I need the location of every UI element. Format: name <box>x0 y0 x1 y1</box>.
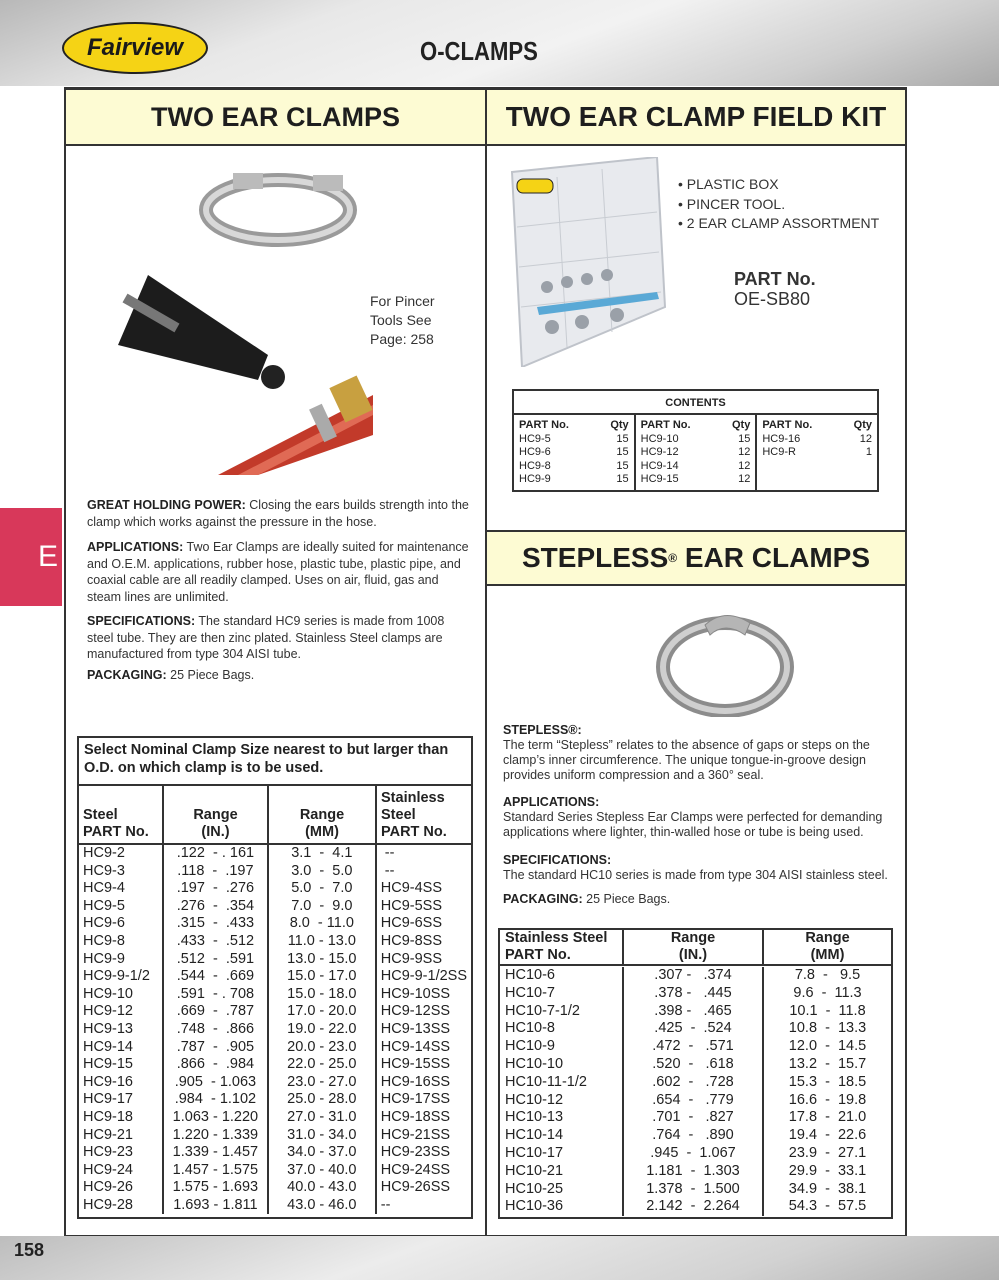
table-cell: HC9-23SS <box>380 1144 451 1161</box>
table-cell: 23.0 - 27.0 <box>287 1073 357 1090</box>
table-cell: .197 - .276 <box>176 880 255 897</box>
table-header: Stainless Steel PART No. Range (IN.) Range (MM) <box>500 930 891 966</box>
page-title: O-CLAMPS <box>420 36 538 66</box>
contents-column: PART No. Qty HC9-5 15 HC9-6 15 HC9-8 15 HC9-9 15 <box>514 415 636 490</box>
stepless-heading: STEPLESS ® EAR CLAMPS <box>487 530 905 586</box>
table-cell: 27.0 - 31.0 <box>287 1108 357 1125</box>
pincer-tool-image <box>118 165 373 475</box>
stepless-clamp-image <box>650 605 800 717</box>
table-cell: .764 - .890 <box>652 1127 734 1144</box>
table-cell: HC9-23 <box>83 1144 133 1161</box>
table-cell: HC10-8 <box>505 1020 555 1037</box>
stepless-packaging-text: PACKAGING: 25 Piece Bags. <box>503 892 671 906</box>
table-column <box>79 845 164 1214</box>
table-cell: 16.6 - 19.8 <box>788 1091 867 1108</box>
table-cell: HC9-26 <box>83 1179 133 1196</box>
table-note: Select Nominal Clamp Size nearest to but larger than O.D. on which clamp is to be used. <box>79 738 471 786</box>
table-cell: HC9-14 <box>83 1038 133 1055</box>
table-cell: 13.2 - 15.7 <box>788 1055 867 1072</box>
table-cell: .701 - .827 <box>652 1109 734 1126</box>
table-cell: .520 - .618 <box>652 1055 734 1072</box>
table-cell: HC10-11-1/2 <box>505 1073 587 1090</box>
table-cell: HC10-36 <box>505 1198 564 1215</box>
table-cell: 34.0 - 37.0 <box>287 1144 357 1161</box>
kit-contents-table: CONTENTS PART No. Qty HC9-5 15 HC9-6 15 HC9-8 15 HC9-9 15 PART No. Qty HC9-10 15 HC9-12 12 HC9-14 12 HC9-15 12 PART No. Qty HC9-16 12 HC9-R 1 <box>512 389 879 492</box>
holding-power-text: GREAT HOLDING POWER: Closing the ears builds strength into the clamp which works against the pressure in the hose. <box>87 498 469 529</box>
contents-row: HC9-15 12 <box>640 473 751 485</box>
pincer-note: For Pincer Tools See Page: 258 <box>370 293 435 347</box>
table-cell: 10.1 - 11.8 <box>789 1002 866 1019</box>
table-cell: HC9-4 <box>83 880 125 897</box>
section-tab-e[interactable]: E <box>0 508 62 606</box>
hc9-size-table <box>77 736 473 1219</box>
table-cell: 10.8 - 13.3 <box>788 1020 867 1037</box>
table-cell: 12.0 - 14.5 <box>788 1038 867 1055</box>
kit-feature: • PLASTIC BOX <box>678 176 779 192</box>
contents-row: HC9-6 15 <box>519 446 629 458</box>
table-cell: 1.378 - 1.500 <box>646 1180 740 1197</box>
contents-row: HC9-R 1 <box>762 446 873 458</box>
table-cell: 17.0 - 20.0 <box>287 1003 357 1020</box>
table-cell: .425 - .524 <box>654 1020 732 1037</box>
table-cell: 11.0 - 13.0 <box>287 932 356 949</box>
table-column <box>377 845 471 1214</box>
table-cell: HC9-3 <box>83 862 125 879</box>
table-cell: -- <box>380 862 395 879</box>
table-cell: 22.0 - 25.0 <box>287 1056 357 1073</box>
table-cell: HC9-17SS <box>380 1091 451 1108</box>
table-cell: 5.0 - 7.0 <box>291 880 353 897</box>
table-cell: HC9-18SS <box>380 1108 451 1125</box>
table-cell: HC9-6 <box>83 915 125 932</box>
table-cell: 3.0 - 5.0 <box>291 862 353 879</box>
table-header: Steel PART No. Range (IN.) Range (MM) Stainless Steel PART No. <box>79 785 471 845</box>
table-cell: HC9-10 <box>83 985 133 1002</box>
table-body <box>79 845 471 1214</box>
column-divider <box>485 87 487 1237</box>
contents-row: HC9-10 15 <box>640 432 751 445</box>
table-cell: 8.0 - 11.0 <box>289 915 354 932</box>
table-cell: 31.0 - 34.0 <box>287 1126 357 1143</box>
table-cell: HC9-9 <box>83 950 125 967</box>
table-cell: .315 - .433 <box>176 915 255 932</box>
table-body <box>500 966 891 1216</box>
table-cell: 1.339 - 1.457 <box>172 1144 259 1161</box>
table-cell: 25.0 - 28.0 <box>287 1091 357 1108</box>
field-kit-box-image <box>507 157 667 367</box>
table-cell: 54.3 - 57.5 <box>788 1198 867 1215</box>
table-cell: HC10-6 <box>505 967 555 983</box>
table-cell: 29.9 - 33.1 <box>788 1162 867 1179</box>
table-cell: HC9-16 <box>83 1073 133 1090</box>
table-cell: HC9-15SS <box>380 1056 451 1073</box>
table-cell: .512 - .591 <box>176 950 255 967</box>
stepless-definition-text: STEPLESS®: The term “Stepless” relates to the absence of gaps or steps on the clamp’s inner circumference. The unique tongue-in-groove design provides uniform compression and a 360° seal. <box>503 723 870 782</box>
table-cell: 1.181 - 1.303 <box>646 1162 740 1179</box>
table-cell: HC9-8SS <box>380 932 443 949</box>
table-cell: HC10-10 <box>505 1055 564 1072</box>
specifications-text: SPECIFICATIONS: The standard HC9 series is made from 1008 steel tube. They are then zinc plated. Stainless Steel clamps are manufactured from type 304 AISI tube. <box>87 614 445 661</box>
table-cell: .307 - .374 <box>654 967 732 983</box>
table-cell: .654 - .779 <box>652 1091 734 1108</box>
table-cell: HC10-17 <box>505 1144 564 1161</box>
table-cell: 1.220 - 1.339 <box>172 1126 259 1143</box>
table-column <box>164 845 269 1214</box>
table-cell: 34.9 - 38.1 <box>788 1180 867 1197</box>
table-cell: 1.575 - 1.693 <box>172 1179 259 1196</box>
table-cell: HC9-5 <box>83 897 125 914</box>
kit-feature: • 2 EAR CLAMP ASSORTMENT <box>678 215 880 231</box>
contents-row: HC9-16 12 <box>762 432 873 445</box>
table-cell: .433 - .512 <box>176 932 255 949</box>
table-cell: 15.0 - 17.0 <box>287 968 357 985</box>
field-kit-heading: TWO EAR CLAMP FIELD KIT <box>487 90 905 146</box>
table-cell: HC9-12SS <box>380 1003 451 1020</box>
contents-row: HC9-9 15 <box>519 473 629 485</box>
table-cell: .866 - .984 <box>176 1056 255 1073</box>
table-cell: HC9-8 <box>83 932 125 949</box>
table-cell: .787 - .905 <box>176 1038 255 1055</box>
table-cell: 19.0 - 22.0 <box>287 1020 357 1037</box>
table-cell: HC9-17 <box>83 1091 133 1108</box>
table-cell: .118 - .197 <box>177 862 254 879</box>
table-cell: HC9-18 <box>83 1108 133 1125</box>
stepless-applications-text: APPLICATIONS: Standard Series Stepless Ear Clamps were perfected for demanding applications where lighter, thin-walled hose or tube is being used. <box>503 795 883 839</box>
table-cell: HC10-9 <box>505 1038 555 1055</box>
table-cell: HC9-26SS <box>380 1179 451 1196</box>
table-cell: HC10-7-1/2 <box>505 1002 580 1019</box>
table-cell: 7.0 - 9.0 <box>291 897 353 914</box>
contents-row: HC9-12 12 <box>640 446 751 458</box>
table-cell: HC9-9SS <box>380 950 443 967</box>
table-cell: HC9-12 <box>83 1003 133 1020</box>
table-cell: HC9-4SS <box>380 880 443 897</box>
table-column <box>500 967 624 1216</box>
table-cell: HC9-21SS <box>380 1126 451 1143</box>
kit-feature: • PINCER TOOL. <box>678 195 786 212</box>
table-cell: HC9-21 <box>83 1126 133 1143</box>
applications-text: APPLICATIONS: Two Ear Clamps are ideally suited for maintenance and O.E.M. applications, rubber hose, plastic tube, plastic pipe, and coaxial cable are all readily clamped. Uses on air, fluid, gas and steam lines are unlimited. <box>87 540 469 604</box>
packaging-text: PACKAGING: 25 Piece Bags. <box>87 668 255 682</box>
contents-row: HC9-5 15 <box>519 432 629 445</box>
table-cell: 19.4 - 22.6 <box>788 1127 867 1144</box>
table-cell: -- <box>380 845 395 861</box>
table-cell: HC10-21 <box>505 1162 564 1179</box>
table-cell: 40.0 - 43.0 <box>287 1179 357 1196</box>
contents-row: HC9-14 12 <box>640 459 751 472</box>
table-cell: HC9-16SS <box>380 1073 451 1090</box>
table-cell: .602 - .728 <box>652 1073 734 1090</box>
contents-row: HC9-8 15 <box>519 459 629 472</box>
table-cell: HC9-9-1/2 <box>83 968 150 985</box>
table-cell: .122 - . 161 <box>176 845 255 861</box>
table-cell: 1.063 - 1.220 <box>172 1108 259 1125</box>
table-cell: 1.457 - 1.575 <box>172 1161 259 1178</box>
table-cell: HC9-28 <box>83 1196 133 1213</box>
table-column <box>764 967 891 1216</box>
table-cell: .748 - .866 <box>176 1020 255 1037</box>
footer-band <box>0 1236 999 1280</box>
page-number: 158 <box>14 1240 45 1260</box>
table-cell: 15.0 - 18.0 <box>287 985 357 1002</box>
table-cell: 7.8 - 9.5 <box>794 967 861 983</box>
table-cell: 20.0 - 23.0 <box>287 1038 357 1055</box>
table-cell: HC9-14SS <box>380 1038 451 1055</box>
table-cell: HC9-24 <box>83 1161 133 1178</box>
table-cell: HC9-5SS <box>380 897 443 914</box>
table-cell: .472 - .571 <box>652 1038 734 1055</box>
table-cell: HC9-13SS <box>380 1020 451 1037</box>
table-cell: 23.9 - 27.1 <box>788 1144 867 1161</box>
table-cell: 1.693 - 1.811 <box>173 1196 258 1213</box>
table-cell: .591 - . 708 <box>176 985 255 1002</box>
table-column <box>269 845 377 1214</box>
table-cell: -- <box>380 1196 391 1213</box>
table-cell: 9.6 - 11.3 <box>793 984 862 1001</box>
table-column <box>624 967 764 1216</box>
table-cell: HC9-15 <box>83 1056 133 1073</box>
kit-part-number: PART No. OE-SB80 <box>734 269 816 309</box>
table-cell: .945 - 1.067 <box>650 1144 736 1161</box>
table-cell: HC10-7 <box>505 984 555 1001</box>
table-cell: .398 - .465 <box>654 1002 732 1019</box>
table-cell: HC10-12 <box>505 1091 564 1108</box>
table-cell: 17.8 - 21.0 <box>788 1109 867 1126</box>
table-cell: .378 - .445 <box>654 984 732 1001</box>
table-cell: HC10-25 <box>505 1180 564 1197</box>
contents-column: PART No. Qty HC9-16 12 HC9-R 1 <box>762 419 873 458</box>
table-cell: 43.0 - 46.0 <box>287 1196 357 1213</box>
table-cell: HC9-2 <box>83 845 125 861</box>
table-cell: HC9-24SS <box>380 1161 451 1178</box>
table-cell: 13.0 - 15.0 <box>287 950 357 967</box>
table-cell: HC9-10SS <box>380 985 451 1002</box>
table-cell: 3.1 - 4.1 <box>291 845 353 861</box>
contents-column: PART No. Qty HC9-10 15 HC9-12 12 HC9-14 12 HC9-15 12 <box>636 415 758 490</box>
two-ear-clamps-heading: TWO EAR CLAMPS <box>66 90 485 146</box>
stepless-specifications-text: SPECIFICATIONS: The standard HC10 series is made from type 304 AISI stainless steel. <box>503 853 888 882</box>
table-cell: 15.3 - 18.5 <box>788 1073 867 1090</box>
table-cell: HC9-9-1/2SS <box>380 968 468 985</box>
table-cell: .905 - 1.063 <box>174 1073 257 1090</box>
table-cell: HC10-13 <box>505 1109 564 1126</box>
table-cell: .669 - .787 <box>176 1003 255 1020</box>
table-cell: HC10-14 <box>505 1127 564 1144</box>
table-cell: .276 - .354 <box>176 897 255 914</box>
fairview-logo: Fairview <box>62 22 208 74</box>
table-cell: 37.0 - 40.0 <box>287 1161 357 1178</box>
hc10-size-table <box>498 928 893 1219</box>
table-cell: .984 - 1.102 <box>174 1091 257 1108</box>
table-cell: HC9-13 <box>83 1020 133 1037</box>
table-cell: 2.142 - 2.264 <box>646 1198 740 1215</box>
kit-features-list <box>678 175 879 234</box>
table-cell: .544 - .669 <box>176 968 255 985</box>
table-cell: HC9-6SS <box>380 915 443 932</box>
